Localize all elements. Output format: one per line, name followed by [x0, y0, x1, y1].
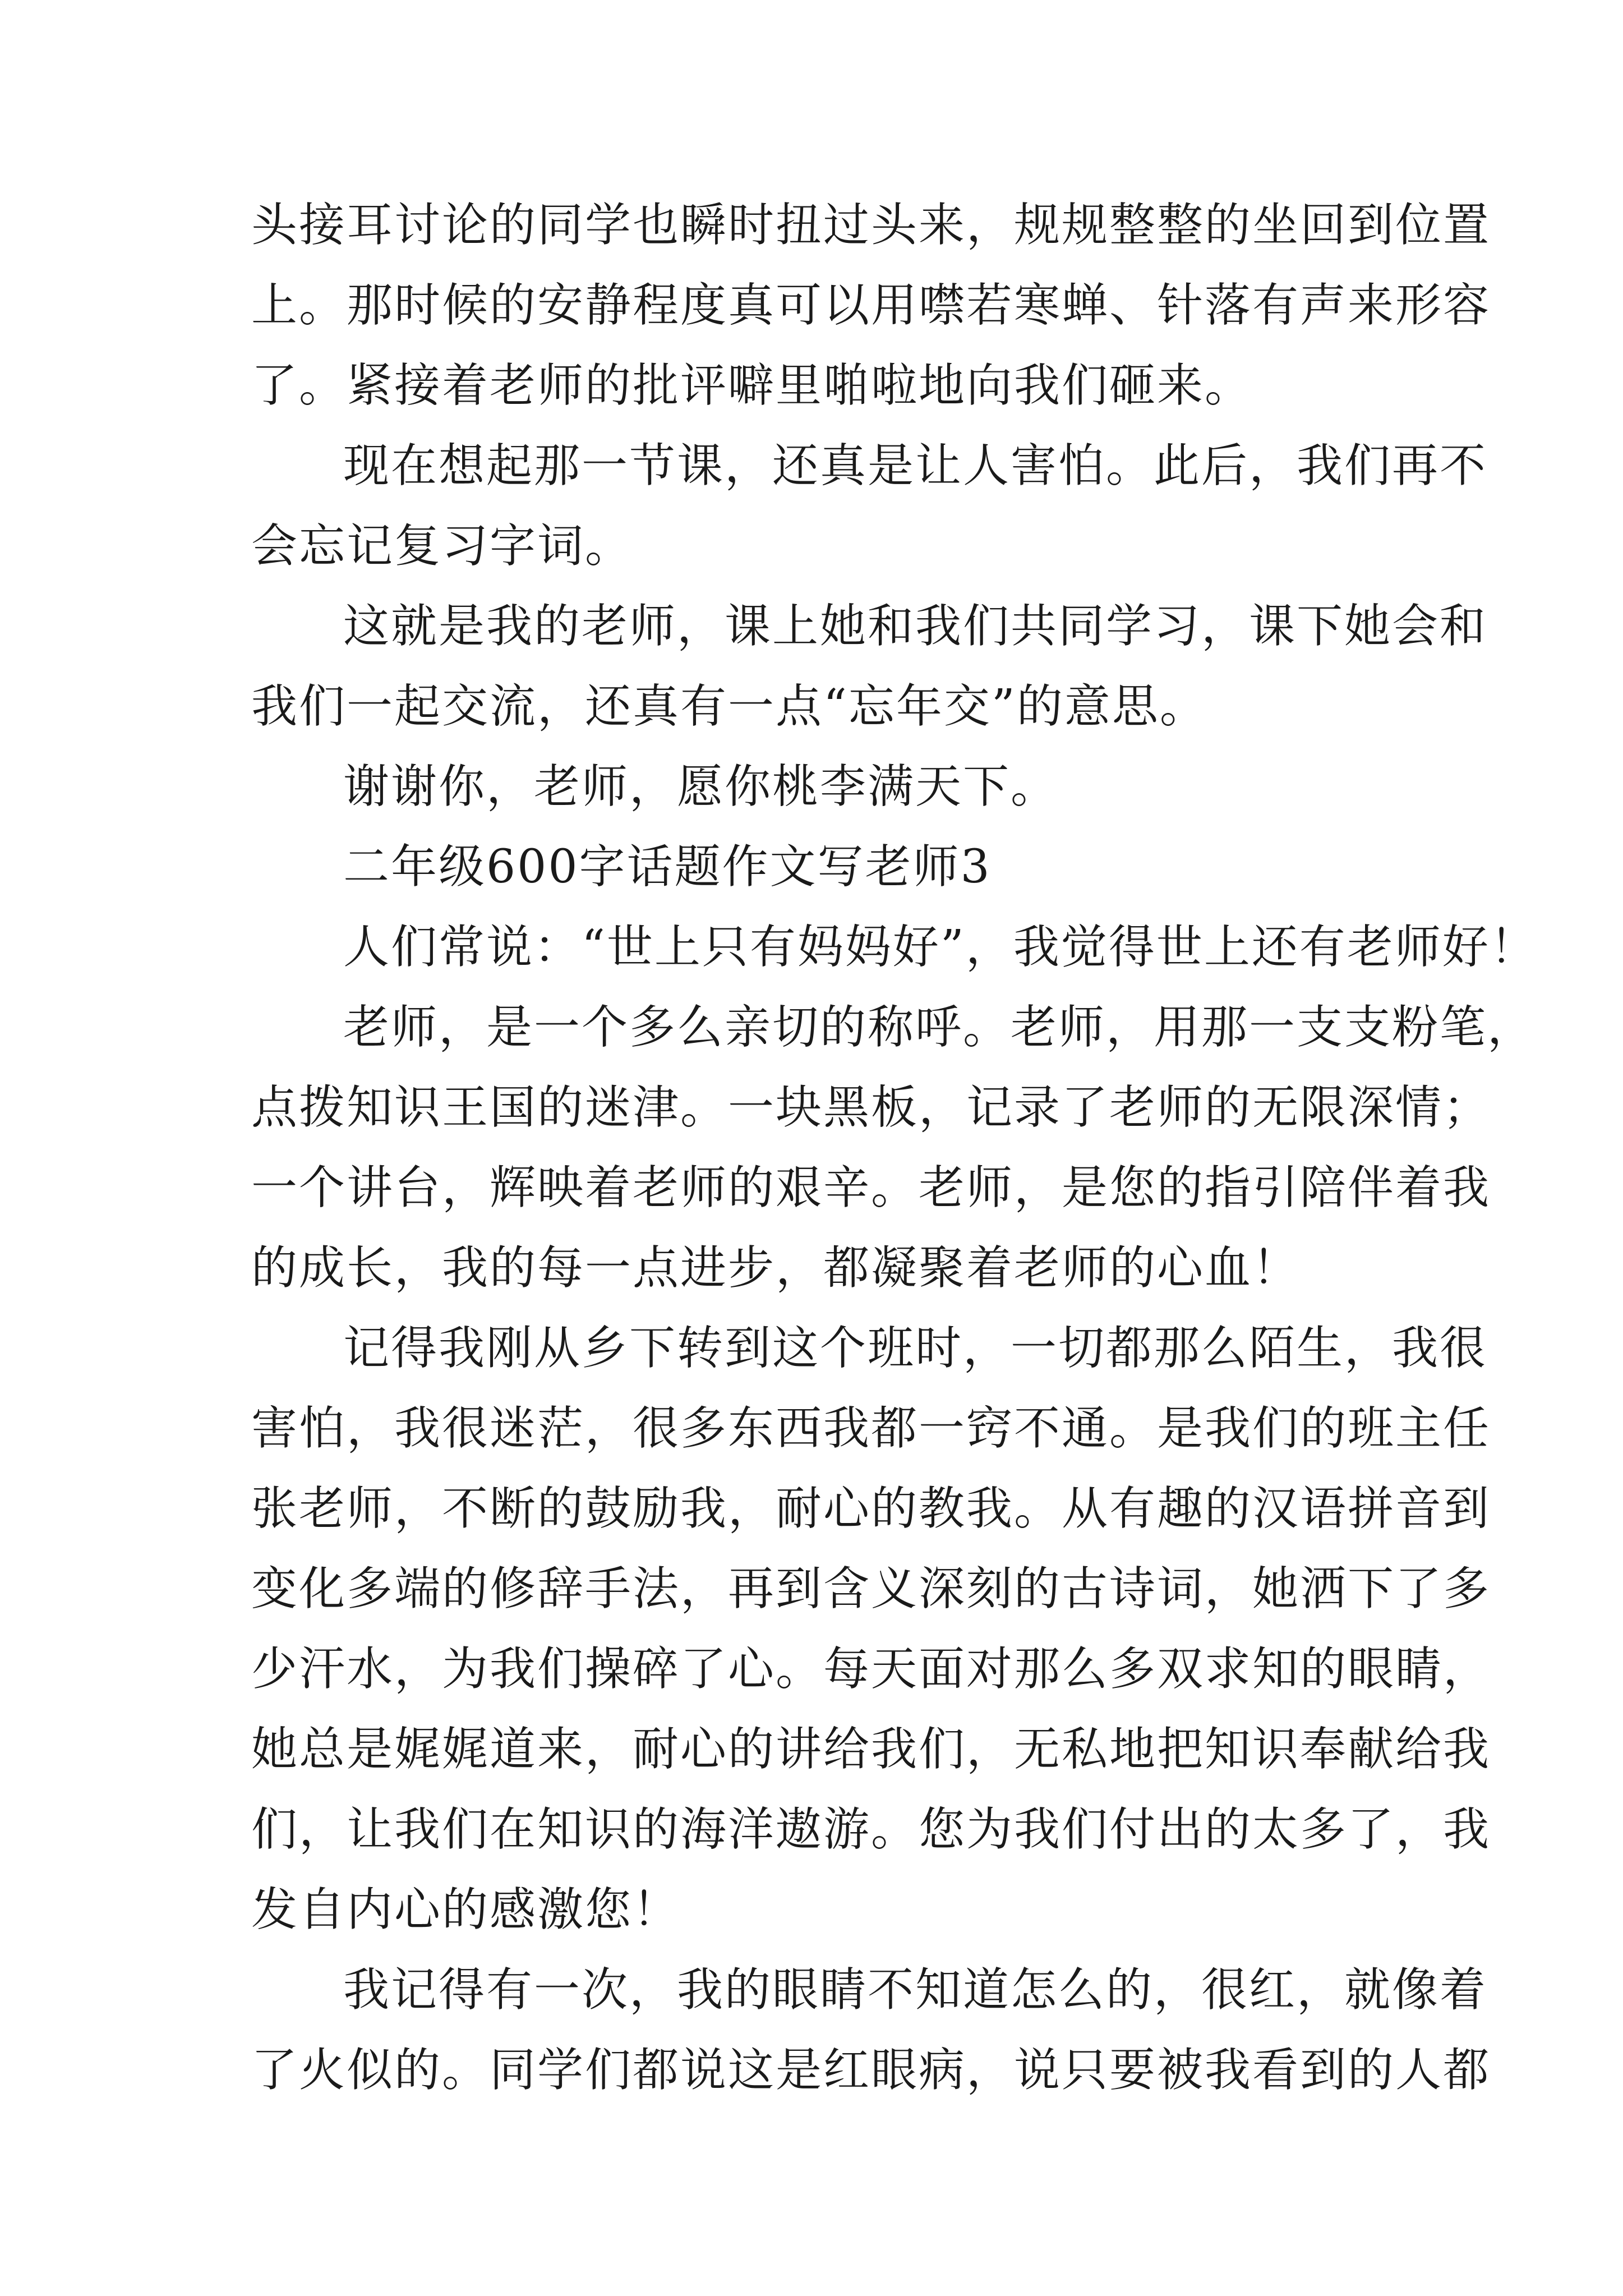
- text-line: 了火似的。同学们都说这是红眼病，说只要被我看到的人都: [251, 2044, 1491, 2097]
- text-line: 点拨知识王国的迷津。一块黑板，记录了老师的无限深情；: [251, 1081, 1491, 1134]
- text-line: 张老师，不断的鼓励我，耐心的教我。从有趣的汉语拼音到: [251, 1482, 1491, 1535]
- text-line: 她总是娓娓道来，耐心的讲给我们，无私地把知识奉献给我: [251, 1723, 1491, 1776]
- text-line: 变化多端的修辞手法，再到含义深刻的古诗词，她洒下了多: [251, 1562, 1491, 1616]
- text-line: 谢谢你，老师，愿你桃李满天下。: [343, 760, 1059, 813]
- text-line: 会忘记复习字词。: [251, 519, 633, 573]
- text-line: 发自内心的感激您！: [251, 1883, 681, 1936]
- text-line: 们，让我们在知识的海洋遨游。您为我们付出的太多了，我: [251, 1803, 1491, 1856]
- text-line: 上。那时候的安静程度真可以用噤若寒蝉、针落有声来形容: [251, 279, 1491, 332]
- text-line: 了。紧接着老师的批评噼里啪啦地向我们砸来。: [251, 359, 1253, 412]
- text-line: 记得我刚从乡下转到这个班时，一切都那么陌生，我很: [343, 1322, 1488, 1375]
- text-line: 我们一起交流，还真有一点“忘年交”的意思。: [251, 680, 1207, 733]
- text-line: 老师，是一个多么亲切的称呼。老师，用那一支支粉笔，: [343, 1001, 1536, 1054]
- article-body: [251, 185, 1538, 2110]
- text-line: 人们常说：“世上只有妈妈好”，我觉得世上还有老师好！: [343, 921, 1538, 974]
- text-line: 头接耳讨论的同学也瞬时扭过头来，规规整整的坐回到位置: [251, 199, 1491, 252]
- text-line: 一个讲台，辉映着老师的艰辛。老师，是您的指引陪伴着我: [251, 1161, 1491, 1214]
- text-line: 这就是我的老师，课上她和我们共同学习，课下她会和: [343, 600, 1488, 653]
- text-line: 我记得有一次，我的眼睛不知道怎么的，很红，就像着: [343, 1963, 1488, 2017]
- text-line: 现在想起那一节课，还真是让人害怕。此后，我们再不: [343, 439, 1488, 493]
- text-line: 的成长，我的每一点进步，都凝聚着老师的心血！: [251, 1241, 1301, 1295]
- text-line: 害怕，我很迷茫，很多东西我都一窍不通。是我们的班主任: [251, 1402, 1491, 1455]
- text-line: 二年级600字话题作文写老师3: [343, 840, 992, 894]
- text-line: 少汗水，为我们操碎了心。每天面对那么多双求知的眼睛，: [251, 1642, 1491, 1696]
